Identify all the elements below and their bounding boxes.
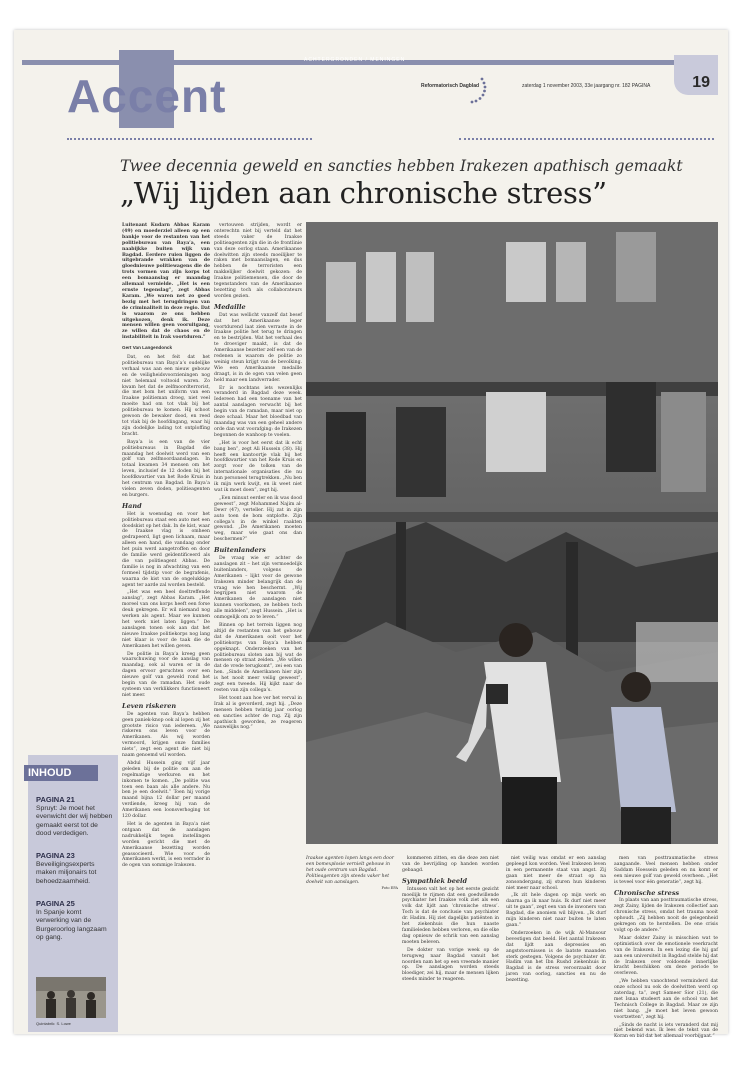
caption-text: Iraakse agenten lopen langs een door een bomexplosie vernielt gebouw in het oude centrum van Bagdad. Politieagenten zijn steeds vaker het doelwit van aanslagen. [306,856,394,885]
paragraph: De vraag wie er achter de aanslagen zit – het zijn vermoedelijk buitenlanders, volgens de Amerikanen – lijkt voor de gewone Irakezen minder belangrijk dan de vraag wie hen beschermt. „Wij begrijpen niet waarom de Amerikanen de aanslagen niet kunnen voorkomen, ze hebben toch alle middelen”, zegt Hussein. „Het is onmogelijk om zo te leven.” [214,556,302,621]
section-label: ACHTERGRONDEN / MENINGEN [304,57,406,63]
paragraph: Onderzoeken in de wijk Al-Mansour bevestigen dat beeld. Het aantal Irakezen dat lijdt aan depressies en angststoornissen is de laatste maanden sterk gestegen. Volgens de psychiater dr. Hadim van het Ibn Rushd ziekenhuis in Bagdad is de stress veroorzaakt door jaren van oorlog, sancties en nu de bezetting. [506,930,606,984]
contents-item-text: In Spanje komt verwerking van de Burgeroorlog langzaam op gang. [36,908,107,942]
article-headline: „Wij lijden aan chronische stress” [120,176,607,210]
section-title: Accent [67,70,227,122]
article-column-5 [614,856,718,1040]
dateline: zaterdag 1 november 2003, 33e jaargang nr. 182 PAGINA [522,83,651,89]
intertitle: Sympathiek beeld [402,876,468,885]
paragraph: vertouwen strijden, wordt er onterechtn niet bij verteld dat het steeds vaker de Iraakse politieagenten zijn die in de frontlinie van deze oorlog staan. Amerikaanse doelwitten zijn steeds moeilijker te raken met bomaanslagen, en dus hebben de terroristen een makkelijker doelwit gekozen: de Iraakse politiemensen, die door de tegenstanders van de Amerikaanse bezetting toch als collaborateurs worden gezien. [214,223,302,299]
paragraph: kommeren zitten, en die deze zen niet van de bevrijding op handen worden gebaagd. [402,856,499,873]
contents-item-page: PAGINA 25 [36,899,75,908]
paragraph: De politie in Baya’a kreeg geen waarschuwing voor de aanslag van maandag, ook al waren er in de dagen ervoor geruchten over een nieuwe golf van geweld rond het begin van de ramadan. Het oude systeem van verklikkers functioneert niet meer. [122,651,210,698]
contents-item[interactable] [36,900,114,943]
article-subheadline: Twee decennia geweld en sancties hebben Irakezen apathisch gemaakt [120,157,683,175]
paragraph: „Ik zit hele dagen op mijn werk en daarna ga ik naar huis. Ik durf niet meer uit te gaan”, zegt een van de inwoners van Bagdad, die anoniem wil blijven. „Ik durf mijn kinderen niet naar buiten te laten gaan.” [506,893,606,928]
article-column-4 [506,856,606,1030]
publication-name: Reformatorisch Dagblad [421,83,480,89]
paragraph: „Een minuut eerder en ik was dood geweest”, zegt Mohammed Najim al-Dewr (47), verteller. Hij zat in zijn auto toen de bom ontplofte. Zijn collega’s in de winkel raakten gewond. „De Amerikanen moeten weg, maar wie gaat ons dan beschermen?” [214,495,302,543]
contents-item[interactable] [36,852,114,886]
paragraph: Dat, en het feit dat het politiebureau van Baya’a’s oudelijke verhaal was aan een nieuw gebouw en de veiligheidsvoorzieningen nog niet helemaal voltooid waren. Zo kwam het dat de zelfmoordterrorist, die met bom het uniform van een Iraakse politieman droeg, niet veel moeite had om tot vlak bij het politiebureau te komen. Hij schoot gewoon de bewaker dood, en reed tot vlak bij de hoofdingang, waar hij zijn dodelijke lading tot ontploffing bracht. [122,355,210,437]
article-photo [306,222,718,844]
article-column-3 [402,856,499,1030]
intertitle: Leven riskeren [122,701,177,710]
dotted-divider-left [67,138,312,140]
contents-item-text: Spruyt: Je moet het evenwicht der wij hebben gemaakt eerst tot de dood verdedigen. [36,804,113,838]
contents-item-page: PAGINA 23 [36,851,75,860]
paragraph: Baya’a is een van de vier politiebureaus in Bagdad die maandag het doelwit werd van een golf van zelfmoordaanslagen. In totaal kwamen 34 mensen om het leven, inclusief de 12 doden bij het hoofdkwartier van het Rode Kruis in het centrum van Bagdad. In Baya’a vielen zeven doden, politieagenten en burgers. [122,439,210,498]
paragraph: Het is woensdag en voor het politiebureau staat een auto met een doodskist op het dak. In de kist, waar de Iraakse vlag is omheen gedrapeerd, ligt geen lichaam, maar alleen een hand, die vandaag onder het puin werd aangetroffen en door de familie werd geïdentificeerd als die van politieagent Abbas. De familie is nog in afwachting van een formeel tijdstip voor de begrafenis, waarna de kist van de ongelukkige agent ter aarde zal worden besteld. [122,511,210,588]
intertitle: Chronische stress [614,888,680,897]
article-byline: Gert Van Langendonck [122,345,173,351]
paragraph: Dat was wellicht vanzelf dat besef dat het Amerikaanse leger voortdurend laat zien verraste in de Iraakse politie het terug te dringen en te bestrijden. Wat het verhaal des te droeviger maakt, is dat de Amerikaanse bezetter zelf een van de redenen is waarom de politie zo weinig steun krijgt van de bevolking. Wie een Amerikaanse medaille draagt, is in de ogen van velen geen held maar een landverrader. [214,312,302,383]
paragraph: De agenten van Baya’a hebben geen paniek-knop ook al lopen zij het grootste risico van iedereen. „We riskeren ons leven voor de Amerikanen. Als wij worden vermoord, krijgen onze families niets”, zegt een agent die niet bij naam genoemd wil worden. [122,711,210,759]
newspaper-page [14,30,728,1040]
page-number: 19 [692,74,710,91]
article-lead: Luitenant Kudarn Abbas Karam (49) en moederziel alleen op een bankje voor de restanten van het politiebureau van Baya’a, een naabijkke buiten wijk van Bagdad. Eerdere ruien liggen de uitgebrande wrakken van de gloednieuwe politiewagens die de trots vormen van zijn korps tot een bomaanslag er maandag allemaal vernielde. „Het is een ernste tegenslag”, zegt Abbas Karam. „We waren net zo goed bezig met het terugdringen van de criminaliteit in deze regio. Dat is waarom ze ons hebben uitgekozen, denk ik. Deze mensen willen geen vooruitgang, ze willen dat de chaos en de instabiliteit in Irak voortduren.” [122,223,210,341]
paragraph: Intussen valt het op het eerste gezicht moeilijk te rijmen dat een goedwillende psychiater het Iraakse volk ziet als een volk dat lijdt aan ‘chronische stress’. Toch is dat de conclusie van psychiater dr. Hadim. Hij ziet dagelijks patiënten in het ziekenhuis die hun naaste familieleden hebben verloren, en die elke dag opnieuw de schrik van een aanslag moeten beleven. [402,886,499,945]
photo-caption [306,856,398,891]
paragraph: „We hebben vanochtend verminderd dat onze school nu ook de doelwitten werd op zaterdag, ta”, zegt Sameer Sior (21), die met Isnaa studeert aan de school van het Technisch College in Bagdad. Maar ze zijn niet bang. „Je moet het leven gewoon voortzetten”, zegt hij. [614,979,718,1020]
paragraph: Het toont aan hoe ver het verval in Irak al is gevorderd, zegt hij. „Deze mensen hebben twintig jaar oorlog en sancties achter de rug. Zij zijn apathisch geworden, ze reageren nauwelijks nog.” [214,695,302,731]
paragraph: Het is de agenten in Baya’a niet ontgaan dat de aanslagen nadrukkelijk tegen instellingen worden gericht die met de Amerikaanse bezetting worden geassocieerd. Wie voor de Amerikanen werkt, is een verrader in de ogen van sommige Irakezen. [122,822,210,869]
paragraph: „Het was een heel doeltreffende aanslag”, zegt Abbas Karam. „Het moreel van ons korps heeft een forse deuk gekregen. Er wil niemand nog werken als agent. Maar we kunnen het werk niet laten liggen.” De aanslagen tonen ook aan dat het nieuwe Iraakse politiekorps nog lang niet klaar is voor de taak die de Amerikanen het willen geven. [122,590,210,649]
paragraph: De dokter van vorige week op de terugweg naar Bagdad vanuit het noorden nam het op een vreemde manier op. De aanslagen worden steeds bloediger, zei hij, maar de mensen lijken steeds minder te reageren. [402,947,499,983]
dotted-divider-right [459,138,714,140]
intertitle: Hand [122,501,142,510]
contents-item[interactable] [36,796,114,839]
paragraph: Abdul Hussein ging vijf jaar geleden bij de politie om aan de regelmatige werkuren en het inkomen te komen. „De politie was toen een baan als alle andere. Nu ben je een doelwit.” Toen hij vorige maand bijna 12 dollar per maand verdiende, kreeg hij van de Amerikanen een loonsverhoging tot 120 dollar. [122,760,210,820]
intertitle: Medaille [214,302,246,311]
photo-credit: Foto EPA [381,885,398,890]
contents-title: INHOUD [24,765,98,781]
article-column-1 [122,223,210,1028]
contents-item-page: PAGINA 21 [36,795,75,804]
paragraph: Maar dokter Zainy is misschien wat te optimistisch over de emotionele veerkracht van de Irakezen. In een lezing die hij gaf aan een universiteit in Bagdad stelde hij dat de Irakezen over voldoende innerlijke kracht beschikken om deze periode te overleven. [614,935,718,977]
paragraph: Er is nochtans iets wezenlijks veranderd in Bagdad deze week. Iedereen had een toename van het aantal aanslagen verwacht bij het begin van de ramadan, maar niet op deze schaal. Maar het bloedbad van maandag was van een geheel andere orde dan wat voorafging: de Irakezen begonnen de wanhoop te voelen. [214,385,302,438]
paragraph: Binnen op het terrein liggen nog altijd de restanten van het gebouw dat de Amerikanen ooit voor het politiekorps van Baya’a hebben opgeknapt. Onderzoeken van het politiebureau sloten aan bij wat de mensen op straat zeiden. „We willen dat de vrede terugkomt”, zei een van hen. „Sinds de Amerikanen hier zijn is het nooit meer veilig geweest”, zegt een tweede. Hij kijkt naar de resten van zijn collega’s. [214,623,302,693]
publication-logo-icon [466,75,488,105]
intertitle: Buitenlanders [214,546,266,555]
contents-thumbnail [36,977,106,1018]
paragraph: „Het is voor het eerst dat ik echt bang ben”, zegt Ali Hussein (38). Hij heeft een kantoortje vlak bij het hoofdkwartier van het Rode Kruis en zorgt voor de tolken van de internationale organisaties die nu hun personeel terugtrekken. „Nu ben ik mijn werk kwijt, en ik weet niet wat ik moet doen”, zegt hij. [214,440,302,493]
paragraph: niet veilig was omdat er een aanslag gepleegd kon worden. Veel Irakezen leven in een permanente staat van angst. Zij gaan niet meer de straat op na zonsondergang, zij sturen hun kinderen niet meer naar school. [506,856,606,891]
article-column-2 [214,223,302,1031]
thumbnail-caption: Quintabrik: S. Lowe [36,1021,71,1026]
paragraph: „Sinds de nacht is iets veranderd dat mij niet bekend was. Ik lees de tekst van de Koran en bid dat het allemaal voorbijgaat.” [614,1022,718,1040]
paragraph: men van posttraumatische stress aangaande. Veel mensen hebben onder Saddam Hoessein geleden en nu komt er een nieuwe golf van geweld overheen. „Het is teveel voor één generatie”, zegt hij. [614,856,718,885]
paragraph: In plaats van aan posttraumatische stress, zegt Zainy, lijden de Irakezen collectief aan chronische stress, omdat het trauma nooit ophoudt. „Zij hebben nooit de gelegenheid gekregen om te herstellen. De ene crisis volgt op de andere.” [614,898,718,933]
contents-item-text: Beveiligingsexperts maken miljonairs tot behoedzaamheid. [36,860,97,885]
